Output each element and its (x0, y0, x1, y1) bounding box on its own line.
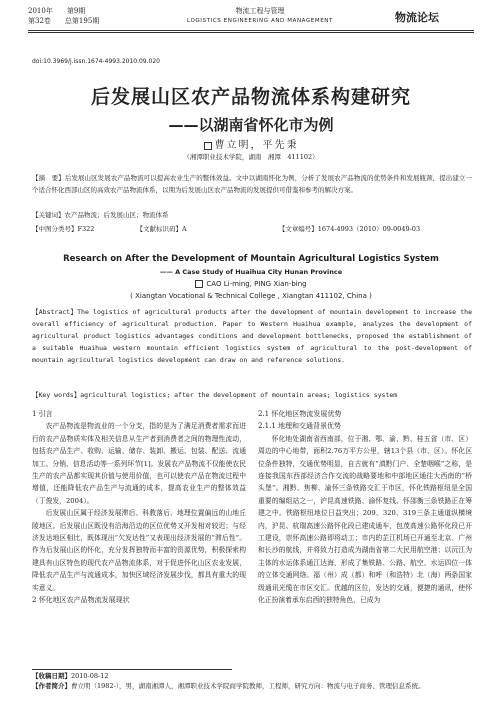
author-bio: 曹立明（1982-），男，湖南湘潭人，湘潭职业技术学院商学院教师，工程师，研究方向：物流与电子商务、管理信息系统。 (71, 682, 425, 690)
journal-issue-info (28, 6, 138, 26)
paragraph: 农产品物流是物流业的一个分支，指的是为了满足消费者需求而进行的农产品物质实体及相关信息从生产者到消费者之间的物理性流动，包括农产品生产、收购、运输、储存、装卸、搬运、包装、配送、流通加工、分销、信息活动等一系列环节[1]。发展农产品物流不仅能使农民生产的农产品都实现其价值与使用价值，也可以使农产品在物流过程中增值，还能降低农产品生产与流通的成本，提高农业生产的整体效益（丁俊发，2004）。 (32, 422, 246, 505)
bio-label: 【作者简介】 (32, 682, 71, 690)
abstract-cn: 【摘 要】后发展山区发展农产品物流可以提高农业生产的整体效益。文中以湖南怀化为例，分析了发展农产品物流的优势条件和发展瓶颈，提出建立一个适合怀化西部山区的高效农产品物流体系，以期为后发展山区农产品物流的发展提供可借鉴和参考的解决方案。 (32, 174, 472, 194)
body-right-column (258, 408, 472, 607)
footnote (32, 671, 472, 691)
issue-year: 2010年 (28, 7, 53, 15)
footnote-rule (32, 669, 232, 670)
english-title: Research on After the Development of Mountain Agricultural Logistics System (63, 254, 439, 264)
subsection-heading: 2.1.1 地理和交通背景优势 (258, 422, 342, 431)
article-affiliation: （湘潭职业技术学院，湖南 湘潭 411102） (183, 153, 319, 161)
author-marker-icon (204, 142, 212, 150)
journal-name-cn: 物流工程与管理 (235, 7, 285, 15)
received-date: 2010-08-12 (71, 672, 109, 680)
english-authors (28, 280, 474, 288)
received-label: 【收稿日期】 (32, 672, 71, 680)
volume-number: 第32卷 (28, 17, 51, 25)
class-number: 【中图分类号】F322 (32, 225, 95, 233)
article-number: 【文章编号】1674-4993（2010）09-0049-03 (278, 225, 421, 233)
issue-number: 第9期 (66, 7, 86, 15)
header-rule-thin (28, 32, 474, 33)
doi-line: doi:10.3969/j.issn.1674-4993.2010.09.020 (32, 58, 160, 65)
keywords-cn: 【关键词】农产品物流；后发展山区；物流体系 (32, 211, 169, 219)
section-heading: 1 引言 (32, 410, 53, 418)
author-bio-line (32, 681, 472, 691)
english-abstract: 【Abstract】The logistics of agricultural products after the development of mountain development to increase the overall efficiency of agricultural production. Paper to Western Huaihua example, analyzes the development of agricultural product logistics advantages conditions and development bottlenecks, proposed the establishment of a suitable Huaihua western mountain efficient logistics system of agricultural to the post-development of mountain agricultural logistics development can draw on and reference solutions. (32, 308, 472, 364)
paragraph: 怀化地处湖南省西南部，位于湘、鄂、渝、黔、桂五省（市、区）周边的中心地带，面积2.76万平方公里，辖13个县（市、区）。怀化区位条件独特，交通优势明显，自古就有“滇黔门户、全楚咽喉”之称，是连接我国东西部经济合作交流的战略要地和中部地区通往大西南的“桥头堡”。湘黔、焦柳、渝怀三条铁路交汇于市区，怀化铁路枢纽是全国重要的编组站之一，沪昆高速铁路、渝怀复线、怀邵衡三条铁路正在筹建之中。铁路枢纽地位日益突出；209、320、319三条主通道纵横境内，沪昆、杭瑞高速公路怀化段已建成通车，包茂高速公路怀化段已开工建设，崇怀高速公路即将动工；市内的芷江机场已开通至北京、广州和长沙的航线，并将致力打造成为湖南省第二大民用航空港；以沅江为主体的水运体系通江达海，形成了集铁路、公路、航空、水运四位一体的立体交通网络。福（州）成（都）和呼（和浩特）北（海）两条国家级通讯光缆在市区交汇。优越的区位，发达的交通，便捷的通讯，使怀化正扮演着承东启西的独特角色，已成为 (258, 434, 472, 605)
received-date-line (32, 671, 472, 681)
section-label: 物流论坛 (395, 11, 439, 24)
article-subtitle: ——以湖南省怀化市为例 (168, 116, 334, 134)
paragraph: 后发展山区属于经济发展滞后、科教落后、地理位置偏远的山地丘陵地区。后发展山区既没有沿海沿边的区位优势又开发相对较迟；与经济发达地区相比，既体现出“欠发达性”又表现出经济发展的“滞后性”。作为后发展山区的怀化，充分发挥独特而丰富的资源优势，积极探索构建具有山区特色的现代农产品物流体系，对于促进怀化山区农业发展，降低农产品生产与流通成本，加快区域经济发展步伐，都具有重大的现实意义。 (32, 509, 246, 592)
english-keywords: 【Key words】agricultural logistics; after the development of mountain areas; logistics system (32, 391, 398, 399)
authors-text: 曹立明，平先秉 (214, 140, 299, 151)
section-heading: 2.1 怀化地区物流发展优势 (258, 410, 342, 418)
article-title: 后发展山区农产品物流体系构建研究 (90, 86, 411, 108)
body-left-column (32, 408, 246, 607)
author-marker-icon-en (195, 280, 203, 288)
journal-name (150, 6, 370, 26)
english-subtitle: —— A Case Study of Huaihua City Hunan Province (159, 268, 343, 276)
journal-name-en: LOGISTICS ENGINEERING AND MANAGEMENT (187, 18, 333, 24)
english-authors-text: CAO Li-ming, PING Xian-bing (206, 280, 307, 288)
total-issue: 总第195期 (64, 17, 100, 25)
english-affiliation: ( Xiangtan Vocational & Technical College , Xiangtan 411102, China ) (130, 292, 372, 300)
section-heading: 2 怀化地区农产品物流发展现状 (32, 596, 130, 605)
document-code: 【文献标识码】A (136, 225, 187, 233)
classification-line (32, 224, 472, 233)
header-rule (28, 30, 474, 31)
article-authors (28, 136, 474, 151)
